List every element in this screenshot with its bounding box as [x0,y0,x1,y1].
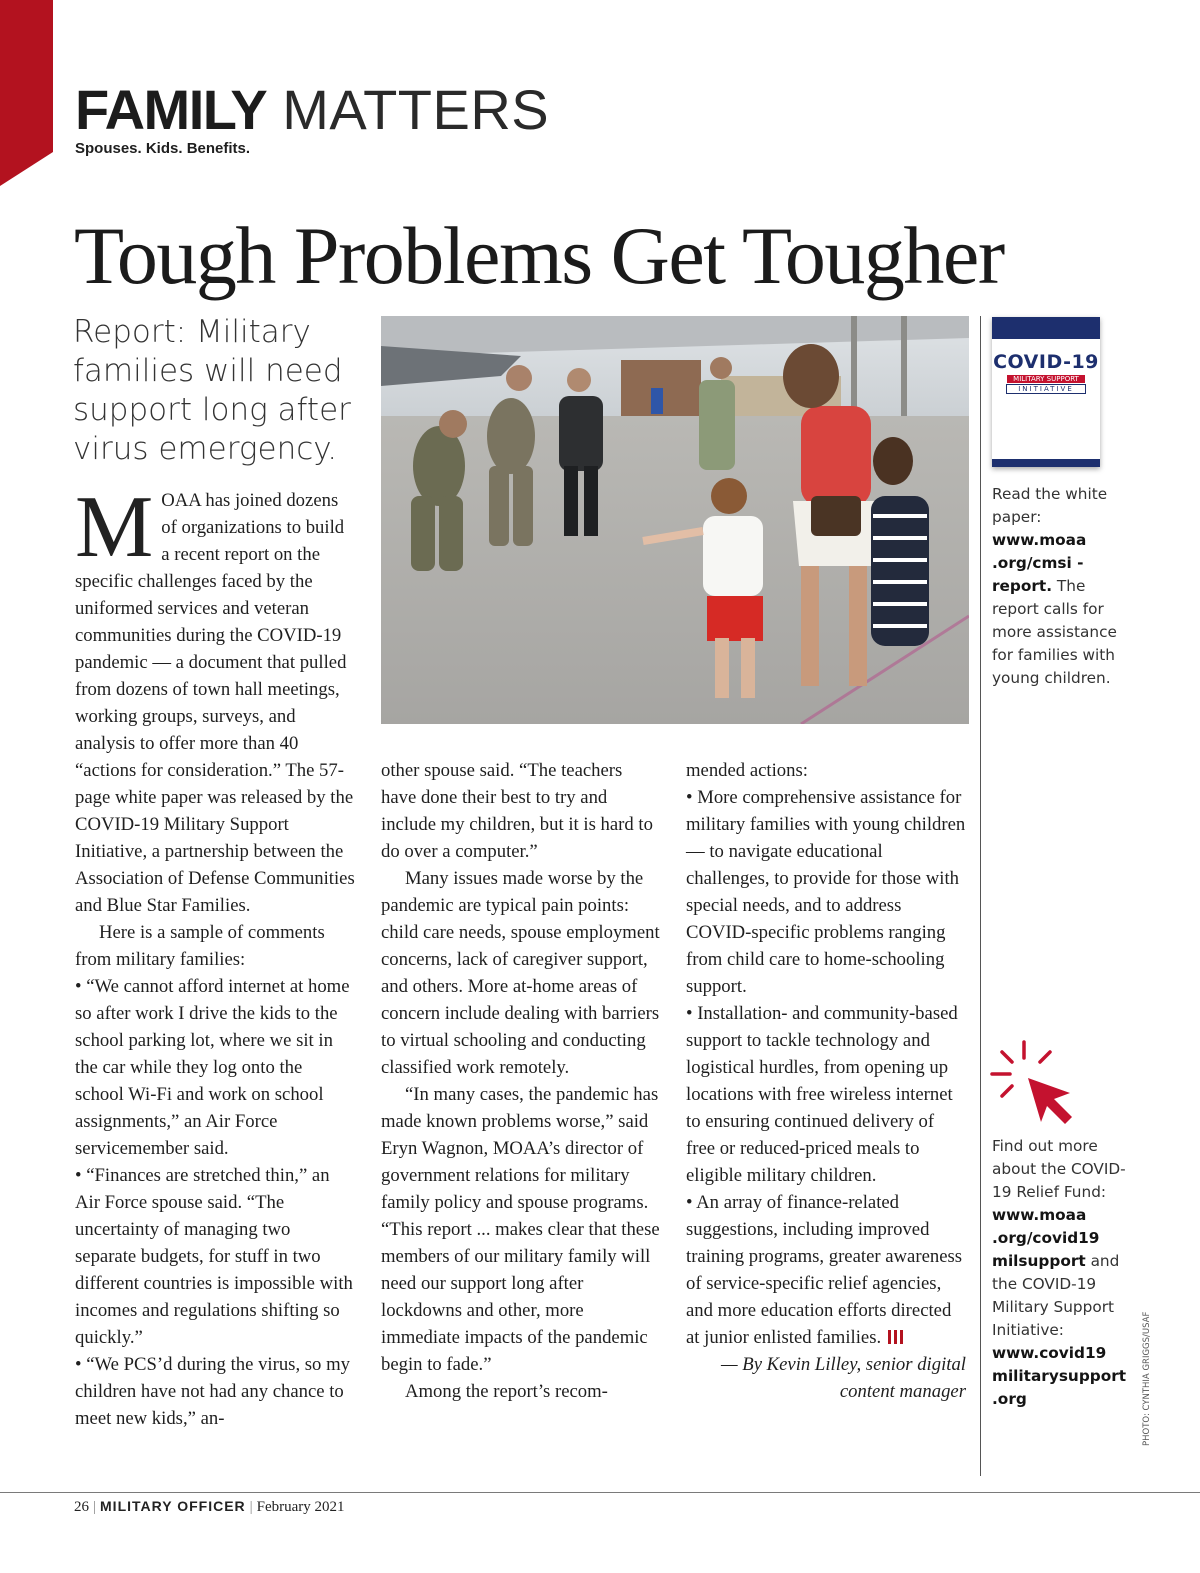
magazine-name: MILITARY OFFICER [100,1498,246,1514]
paragraph: other spouse said. “The teachers have done their best to try and include my children, but it is hard to do over a computer.” [381,760,653,862]
paragraph: Among the report’s recom- [405,1381,608,1402]
sidebar-relief-fund [992,1135,1132,1411]
cover-title: COVID-19 [993,351,1099,373]
cover-subtitle-2: INITIATIVE [1006,384,1086,394]
cover-header-bar [992,317,1100,339]
report-cover-thumbnail[interactable] [992,317,1100,467]
section-title-light: MATTERS [282,78,550,141]
action-bullet-text: • An array of finance-related suggestions, including improved training programs, greater awareness of service-specific relief agencies, and more education efforts directed at junior enlisted families. [686,1192,963,1348]
issue-date: February 2021 [256,1499,345,1515]
white-paper-link[interactable]: www.moaa .org/cmsi -report. [992,531,1087,595]
paragraph: mended actions: [686,760,808,781]
sidebar-lead: Find out more about the COVID-19 Relief Fund: [992,1137,1126,1201]
article-column-3 [686,757,966,1405]
end-mark-icon [887,1329,905,1345]
footer-rule [0,1492,1200,1493]
sidebar-text: The report calls for more assistance for families with young children. [992,577,1117,687]
action-bullet: • More comprehensive assistance for military families with young children — to navigate educational challenges, to provide for those with special needs, and to address COVID-specific problems ranging from child care to home-schooling support. [686,787,966,997]
page-number: 26 [74,1499,89,1515]
sidebar-lead: Read the white paper: [992,485,1108,526]
cover-subtitle: MILITARY SUPPORT [1007,375,1085,383]
paragraph: Many issues made worse by the pandemic are typical pain points: child care needs, spouse employment concerns, lack of caregiver support, and others. More at-home areas of concern include dealing with barriers to virtual schooling and conducting classified work remotely. [381,868,660,1078]
relief-fund-link[interactable]: www.moaa .org/covid19 milsupport [992,1206,1100,1270]
drop-cap: M [75,479,154,576]
section-tagline: Spouses. Kids. Benefits. [75,140,251,157]
quote-bullet: • “Finances are stretched thin,” an Air Force spouse said. “The uncertainty of managing two separate budgets, for stuff in two different countries is impossible with incomes and regulations shifting so quickly.” [75,1165,353,1348]
action-bullet: • Installation- and community-based support to tackle technology and logistical hurdles, from opening up locations with free wireless internet to ensuring continued delivery of free or reduced-priced meals to eligible military children. [686,1003,958,1186]
click-cursor-icon [990,1038,1078,1126]
initiative-link[interactable]: www.covid19 militarysupport .org [992,1344,1127,1408]
byline: — By Kevin Lilley, senior digital content manager [721,1354,966,1402]
article-photo [381,316,969,724]
quote-bullet: • “We PCS’d during the virus, so my children have not had any chance to meet new kids,” an- [75,1354,350,1429]
action-bullet-last [686,1189,966,1351]
article-headline: Tough Problems Get Tougher [74,210,1004,301]
footer-separator: | [93,1499,97,1515]
article-column-1 [75,479,355,1432]
paragraph: “In many cases, the pandemic has made known problems worse,” said Eryn Wagnon, MOAA’s director of government relations for military family policy and spouse programs. “This report ... makes clear that these members of our military family will need our support long after lockdowns and other, more immediate impacts of the pandemic begin to fade.” [381,1084,660,1375]
article-deck: Report: Military families will need support long after virus emergency. [73,314,351,467]
page-footer [74,1498,345,1516]
sidebar-text: and the COVID-19 Military Support Initiative: [992,1252,1120,1339]
section-corner-tab [0,0,53,186]
quote-bullet: • “We cannot afford internet at home so after work I drive the kids to the school parking lot, where we sit in the car while they log onto the school Wi-Fi and work on school assignments,” an Air Force servicemember said. [75,976,350,1159]
section-title-bold: FAMILY [75,78,267,141]
article-column-2 [381,757,661,1405]
paragraph: Here is a sample of comments from military families: [75,922,325,970]
section-title [75,80,549,140]
footer-separator: | [249,1499,253,1515]
photo-credit: PHOTO: CYNTHIA GRIGGS/USAF [1142,1311,1152,1446]
sidebar-white-paper [992,483,1132,690]
sidebar-divider [980,316,981,1476]
paragraph: OAA has joined dozens of organizations to build a recent report on the specific challenges faced by the uniformed services and veteran communities during the COVID-19 pandemic — a document that pulled from dozens of town hall meetings, working groups, surveys, and analysis to offer more than 40 “actions for consideration.” The 57-page white paper was released by the COVID-19 Military Support Initiative, a partnership between the Association of Defense Communities and Blue Star Families. [75,490,355,916]
cover-footer-bar [992,459,1100,467]
